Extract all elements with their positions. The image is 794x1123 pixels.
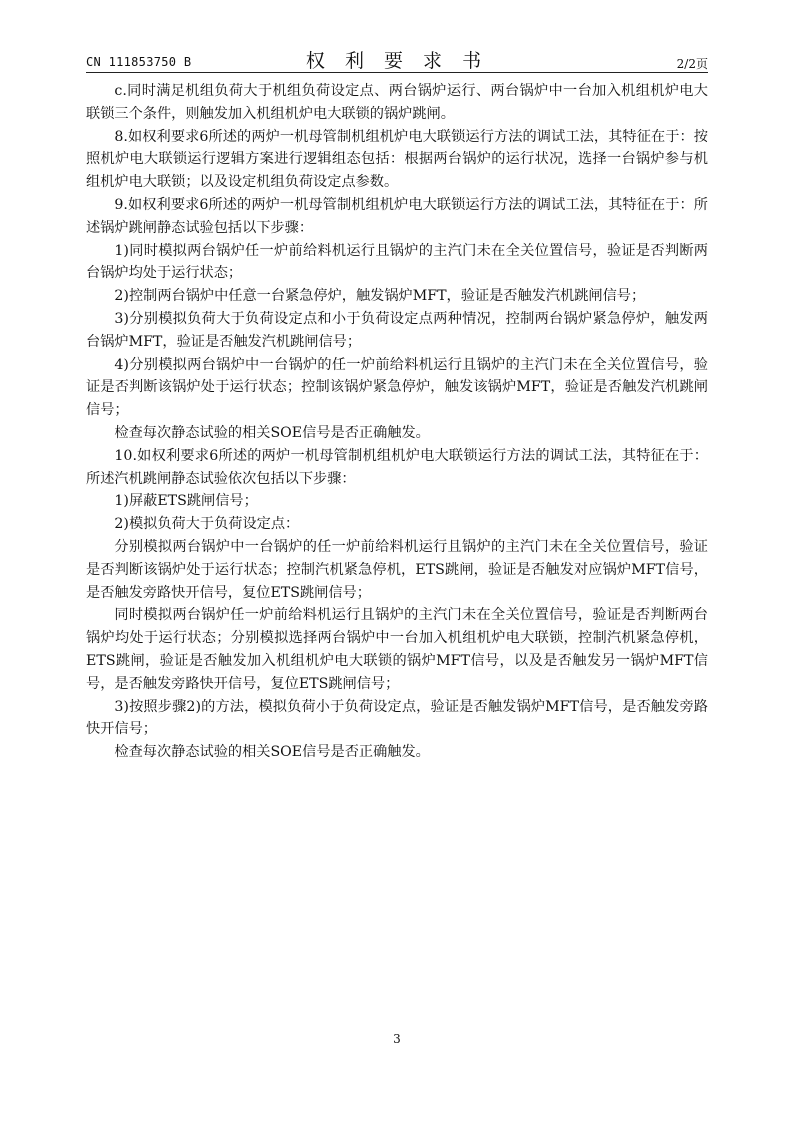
claim-paragraph: 检查每次静态试验的相关SOE信号是否正确触发。 (114, 744, 430, 761)
patent-number: CN 111853750 B (86, 55, 192, 69)
claim-paragraph: c.同时满足机组负荷大于机组负荷设定点、两台锅炉运行、两台锅炉中一台加入机组机炉电大联锁三个条件，则触发加入机组机炉电大联锁的锅炉跳闸。 (86, 83, 708, 122)
claim-paragraph: 1)屏蔽ETS跳闸信号； (114, 493, 258, 510)
page-number: 3 (393, 1032, 401, 1046)
claim-paragraph: 8.如权利要求6所述的两炉一机母管制机组机炉电大联锁运行方法的调试工法，其特征在于：按照机炉电大联锁运行逻辑方案进行逻辑组态包括：根据两台锅炉的运行状况，选择一台锅炉参与机组机炉电大联锁；以及设定机组负荷设定点参数。 (86, 128, 708, 191)
claims-body (86, 80, 708, 764)
claim-paragraph: 3)分别模拟负荷大于负荷设定点和小于负荷设定点两种情况，控制两台锅炉紧急停炉，触发两台锅炉MFT，验证是否触发汽机跳闸信号； (86, 310, 708, 350)
claim-paragraph: 检查每次静态试验的相关SOE信号是否正确触发。 (114, 424, 430, 441)
claim-paragraph: 2)模拟负荷大于负荷设定点： (114, 516, 300, 533)
claim-paragraph: 9.如权利要求6所述的两炉一机母管制机组机炉电大联锁运行方法的调试工法，其特征在于：所述锅炉跳闸静态试验包括以下步骤： (86, 196, 708, 236)
document-title: 权 利 要 求 书 (305, 50, 489, 72)
claim-paragraph: 1)同时模拟两台锅炉任一炉前给料机运行且锅炉的主汽门未在全关位置信号，验证是否判断两台锅炉均处于运行状态； (86, 242, 708, 282)
page-header (86, 46, 708, 73)
claim-paragraph: 10.如权利要求6所述的两炉一机母管制机组机炉电大联锁运行方法的调试工法，其特征在于：所述汽机跳闸静态试验依次包括以下步骤： (86, 447, 708, 487)
claim-paragraph: 3)按照步骤2)的方法，模拟负荷小于负荷设定点，验证是否触发锅炉MFT信号，是否触发旁路快开信号； (86, 698, 708, 738)
claim-paragraph: 2)控制两台锅炉中任意一台紧急停炉，触发锅炉MFT，验证是否触发汽机跳闸信号； (114, 288, 646, 305)
claim-paragraph: 同时模拟两台锅炉任一炉前给料机运行且锅炉的主汽门未在全关位置信号，验证是否判断两台锅炉均处于运行状态；分别模拟选择两台锅炉中一台加入机组机炉电大联锁，控制汽机紧急停机，ETS跳闸，验证是否触发加入机组机炉电大联锁的锅炉MFT信号，以及是否触发另一锅炉MFT信号，是否触发旁路快开信号，复位ETS跳闸信号； (86, 607, 708, 692)
claim-paragraph: 分别模拟两台锅炉中一台锅炉的任一炉前给料机运行且锅炉的主汽门未在全关位置信号，验证是否判断该锅炉处于运行状态；控制汽机紧急停机，ETS跳闸，验证是否触发对应锅炉MFT信号，是否触发旁路快开信号，复位ETS跳闸信号； (86, 538, 708, 601)
page-indicator: 2/2页 (676, 57, 708, 71)
claim-paragraph: 4)分别模拟两台锅炉中一台锅炉的任一炉前给料机运行且锅炉的主汽门未在全关位置信号，验证是否判断该锅炉处于运行状态；控制该锅炉紧急停炉，触发该锅炉MFT，验证是否触发汽机跳闸信号； (86, 356, 708, 419)
